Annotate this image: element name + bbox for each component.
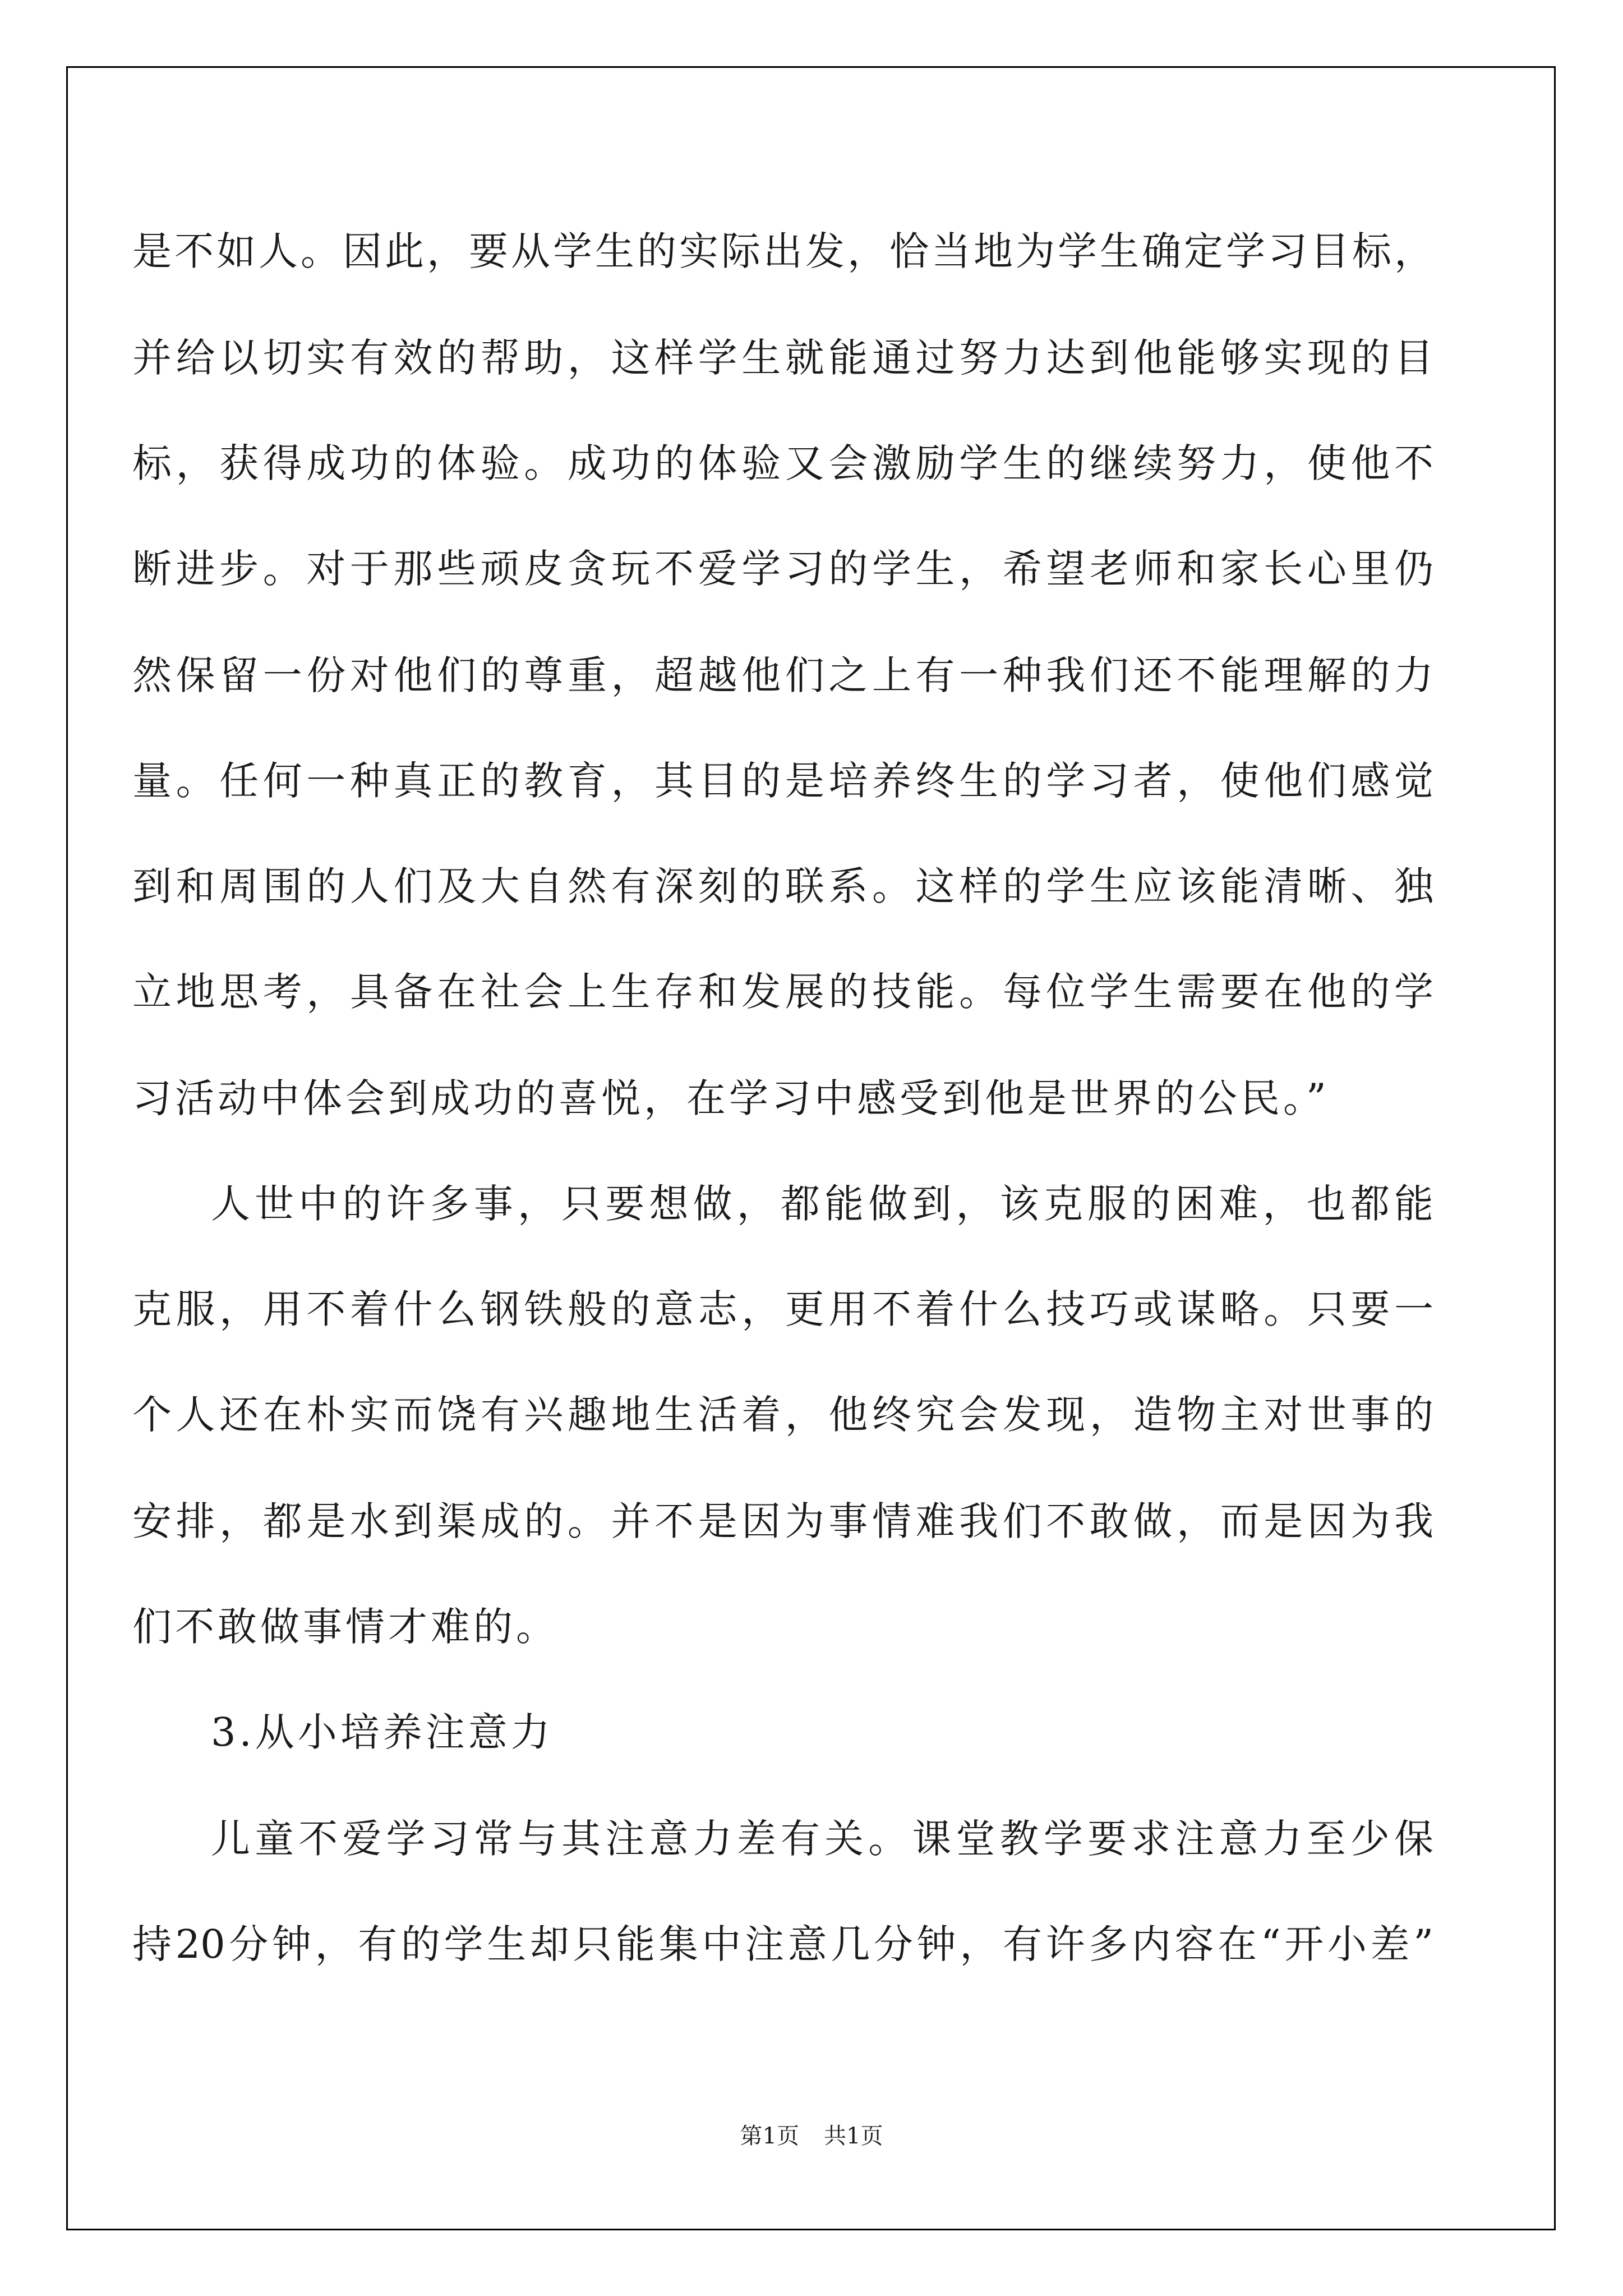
text-line: 安排，都是水到渠成的。并不是因为事情难我们不敢做，而是因为我	[132, 1498, 1433, 1544]
text-line: 克服，用不着什么钢铁般的意志，更用不着什么技巧或谋略。只要一	[132, 1286, 1433, 1332]
text-line: 断进步。对于那些顽皮贪玩不爱学习的学生，希望老师和家长心里仍	[132, 546, 1433, 592]
text-line: 量。任何一种真正的教育，其目的是培养终生的学习者，使他们感觉	[132, 758, 1433, 804]
paragraph-first-line: 儿童不爱学习常与其注意力差有关。课堂教学要求注意力至少保	[211, 1816, 1433, 1862]
page-border	[66, 66, 1556, 2230]
page-number: 第1页	[740, 2123, 799, 2149]
text-line: 标，获得成功的体验。成功的体验又会激励学生的继续努力，使他不	[132, 440, 1433, 486]
section-heading: 3.从小培养注意力	[211, 1709, 554, 1755]
text-line: 到和周围的人们及大自然有深刻的联系。这样的学生应该能清晰、独	[132, 863, 1433, 909]
text-line: 是不如人。因此，要从学生的实际出发，恰当地为学生确定学习目标，	[132, 228, 1433, 274]
paragraph-first-line: 人世中的许多事，只要想做，都能做到，该克服的困难，也都能	[211, 1181, 1433, 1227]
page-footer	[0, 2122, 1623, 2151]
text-line: 习活动中体会到成功的喜悦，在学习中感受到他是世界的公民。”	[132, 1075, 1330, 1121]
text-line: 个人还在朴实而饶有兴趣地生活着，他终究会发现，造物主对世事的	[132, 1392, 1433, 1438]
text-line: 立地思考，具备在社会上生存和发展的技能。每位学生需要在他的学	[132, 969, 1433, 1015]
text-line: 们不敢做事情才难的。	[132, 1604, 559, 1650]
text-line: 然保留一份对他们的尊重，超越他们之上有一种我们还不能理解的力	[132, 652, 1433, 698]
text-line: 并给以切实有效的帮助，这样学生就能通过努力达到他能够实现的目	[132, 335, 1433, 381]
page-total: 共1页	[824, 2123, 883, 2149]
text-line: 持20分钟，有的学生却只能集中注意几分钟，有许多内容在“开小差”	[132, 1921, 1433, 1967]
